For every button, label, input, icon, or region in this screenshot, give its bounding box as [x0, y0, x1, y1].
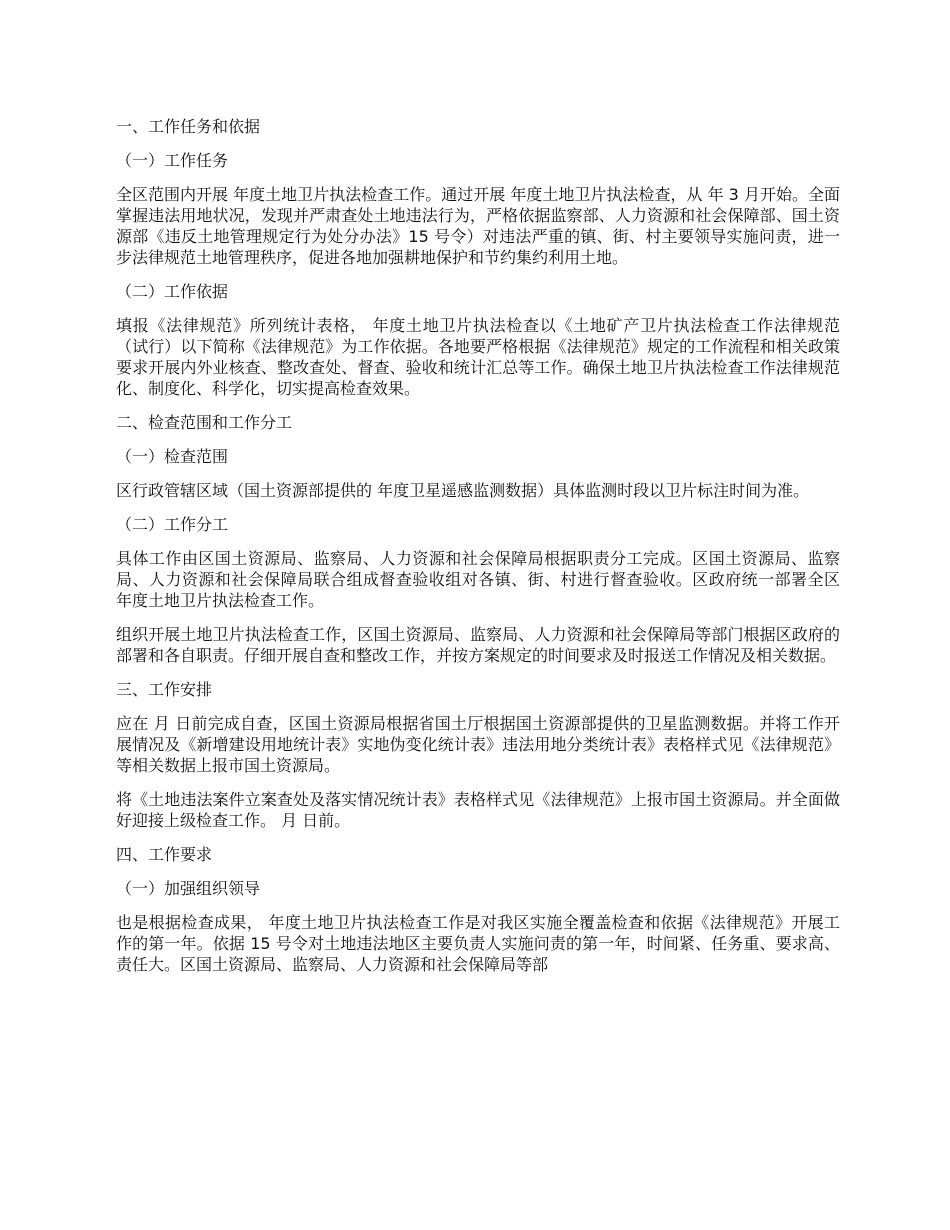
- paragraph: 填报《法律规范》所列统计表格， 年度土地卫片执法检查以《土地矿产卫片执法检查工作法律规范（试行）以下简称《法律规范》为工作依据。各地要严格根据《法律规范》规定的工作流程和相关政策要求开展内外业核查、整改查处、督查、验收和统计汇总等工作。确保土地卫片执法检查工作法律规范化、制度化、科学化，切实提高检查效果。: [116, 316, 840, 398]
- paragraph: 组织开展土地卫片执法检查工作，区国土资源局、监察局、人力资源和社会保障局等部门根据区政府的部署和各自职责。仔细开展自查和整改工作，并按方案规定的时间要求及时报送工作情况及相关数据。: [116, 625, 840, 665]
- section-heading: 三、工作安排: [116, 680, 213, 699]
- subsection-heading: （一）工作任务: [116, 151, 229, 170]
- section-heading: 二、检查范围和工作分工: [116, 413, 293, 432]
- paragraph: 全区范围内开展 年度土地卫片执法检查工作。通过开展 年度土地卫片执法检查，从 年 3 月开始。全面掌握违法用地状况，发现并严肃查处土地违法行为，严格依据监察部、人力资源和社会保障部、国土资源部《违反土地管理规定行为处分办法》15 号令）对违法严重的镇、街、村主要领导实施问责，进一步法律规范土地管理秩序，促进各地加强耕地保护和节约集约利用土地。: [116, 185, 840, 267]
- subsection-heading: （一）加强组织领导: [116, 879, 261, 898]
- subsection-heading: （一）检查范围: [116, 447, 229, 466]
- paragraph: 区行政管辖区域（国土资源部提供的 年度卫星遥感监测数据）具体监测时段以卫片标注时间为准。: [116, 481, 810, 500]
- section-heading: 四、工作要求: [116, 845, 213, 864]
- paragraph: 也是根据检查成果， 年度土地卫片执法检查工作是对我区实施全覆盖检查和依据《法律规范》开展工作的第一年。依据 15 号令对土地违法地区主要负责人实施问责的第一年，时间紧、任务重、要求高、责任大。区国土资源局、监察局、人力资源和社会保障局等部: [116, 913, 840, 974]
- subsection-heading: （二）工作分工: [116, 515, 229, 534]
- paragraph: 应在 月 日前完成自查，区国土资源局根据省国土厅根据国土资源部提供的卫星监测数据。并将工作开展情况及《新增建设用地统计表》实地伪变化统计表》违法用地分类统计表》表格样式见《法律规范》等相关数据上报市国土资源局。: [116, 714, 840, 775]
- subsection-heading: （二）工作依据: [116, 282, 229, 301]
- paragraph: 具体工作由区国土资源局、监察局、人力资源和社会保障局根据职责分工完成。区国土资源局、监察局、人力资源和社会保障局联合组成督查验收组对各镇、街、村进行督查验收。区政府统一部署全区 年度土地卫片执法检查工作。: [116, 549, 840, 610]
- document-body: [116, 116, 840, 988]
- paragraph: 将《土地违法案件立案查处及落实情况统计表》表格样式见《法律规范》上报市国土资源局。并全面做好迎接上级检查工作。 月 日前。: [116, 790, 840, 830]
- section-heading: 一、工作任务和依据: [116, 117, 261, 136]
